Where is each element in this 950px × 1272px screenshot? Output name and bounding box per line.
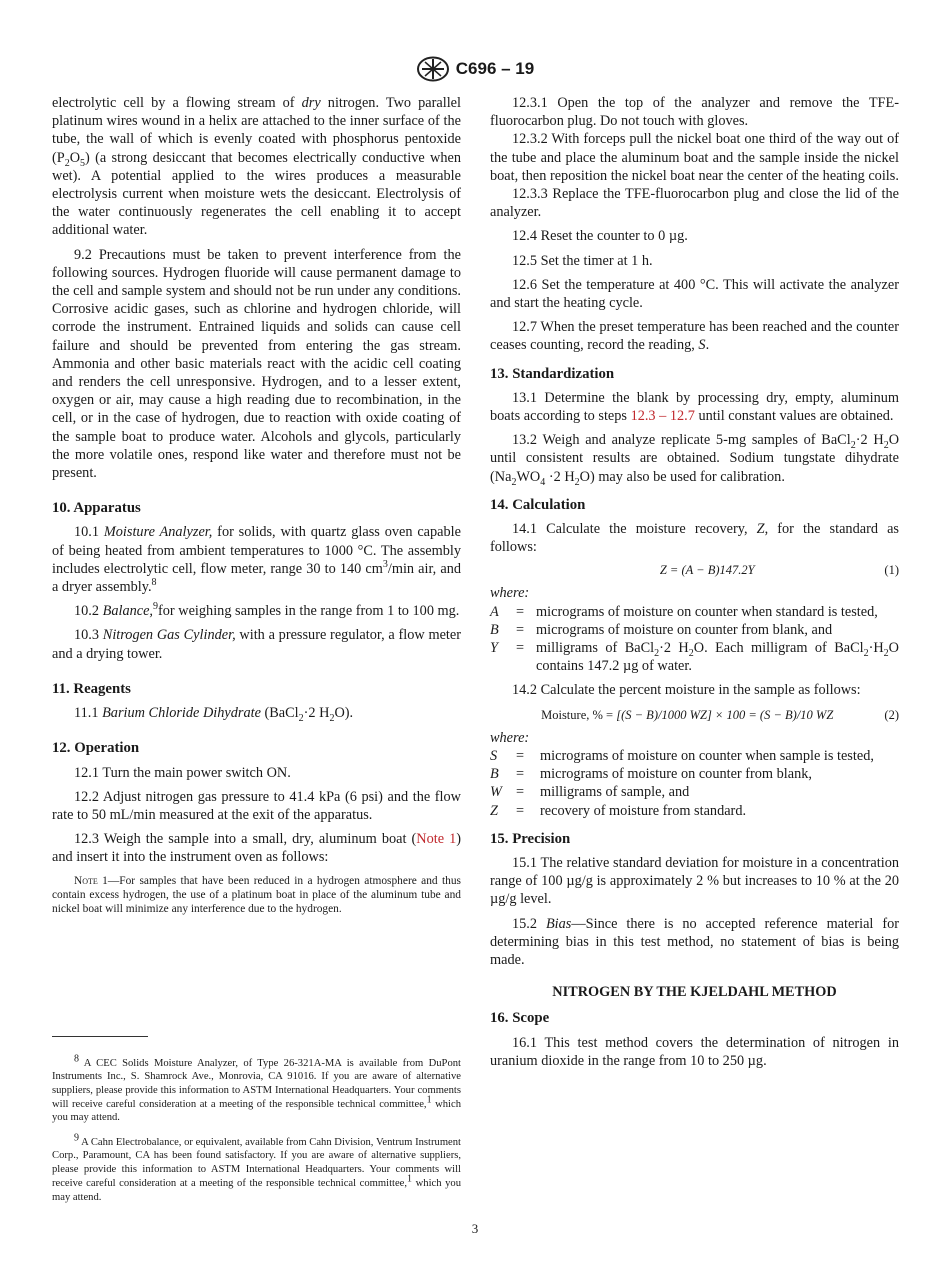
section-heading-calculation: 14. Calculation	[490, 496, 586, 513]
definition-z: Z = recovery of moisture from standard.	[490, 802, 747, 819]
paragraph-13-1: 13.1 Determine the blank by processing dry, empty, aluminum boats according to steps 12.3 – 12.7 until constant values are obtained.	[490, 389, 899, 425]
section-heading-scope: 16. Scope	[490, 1010, 550, 1027]
paragraph-13-2: 13.2 Weigh and analyze replicate 5-mg samples of BaCl$_2$·2 $H_2O$ until consistent results are obtained. Sodium tungstate dihydrate ($Na_2WO_4 \cdot 2$ $H_2O$) may also be used for calibration.	[490, 432, 900, 488]
left-column	[52, 94, 461, 916]
page-header	[0, 56, 950, 82]
where-label-2: where:	[490, 729, 530, 746]
paragraph-9-1-cont: electrolytic cell by a flowing stream of dry nitrogen. Two parallel platinum wires wound in a helix are attached to the inner surface of the tube, the wall of which is evenly coated with phosphorus pentoxide $(P_2O_5)$ (a strong desiccant that becomes electrically conductive when wet). A potential applied to the wires produces a measurable electrolysis current when moisture wets the desiccant. Electrolysis of the water continuously regenerates the cell enabling it to accept additional water.	[52, 95, 461, 239]
paragraph-12-1: 12.1 Turn the main power switch ON.	[74, 764, 291, 781]
paragraph-10-2: 10.2 Balance,$^9$for weighing samples in the range from 1 to 100 mg.	[74, 601, 460, 620]
paragraph-14-2: 14.2 Calculate the percent moisture in the sample as follows:	[512, 682, 861, 699]
definition-w: W = milligrams of sample, and	[490, 784, 690, 801]
equation-1-body: Z = (A − B)147.2Y	[659, 563, 755, 578]
paragraph-12-3: 12.3 Weigh the sample into a small, dry, aluminum boat (Note 1) and insert it into the instrument oven as follows:	[52, 831, 462, 866]
section-heading-reagents: 11. Reagents	[52, 680, 131, 697]
equation-1-number: (1)	[884, 563, 899, 578]
paragraph-14-1: 14.1 Calculate the moisture recovery, Z, for the standard as follows:	[490, 521, 899, 556]
paragraph-10-3: 10.3 Nitrogen Gas Cylinder, with a pressure regulator, a flow meter and a drying tower.	[52, 627, 462, 662]
paragraph-12-4: 12.4 Reset the counter to 0 µg.	[512, 228, 688, 245]
footnote-divider	[52, 1036, 148, 1037]
section-heading-precision: 15. Precision	[490, 830, 571, 847]
equation-1	[490, 561, 899, 579]
footnote-9: $^9$ A Cahn Electrobalance, or equivalent, available from Cahn Division, Ventrum Instrument Corp., Paramount, CA has been found satisfactory. If you are aware of alternative suppliers, please provide this information to ASTM International Headquarters. Your comments will receive careful consideration at a meeting of the responsible technical committee,$^1$ which you may attend.	[52, 1132, 461, 1203]
section-heading-standardization: 13. Standardization	[490, 365, 615, 382]
paragraph-15-2: 15.2 Bias—Since there is no accepted reference material for determining bias in this test method, no statement of bias is being made.	[490, 915, 899, 968]
footnotes	[52, 1046, 461, 1215]
note-1: Note 1—For samples that have been reduced in a hydrogen atmosphere and thus contain excess hydrogen, the use of a platinum boat in place of the aluminum tube and nickel boat will minimize any interference due to the hydrogen.	[52, 874, 461, 915]
paragraph-9-2: 9.2 Precautions must be taken to prevent interference from the following sources. Hydrogen fluoride will cause permanent damage to the cell and sample system and should not be run under any conditions. Corrosive acidic gases, such as chlorine and hydrogen chloride, will corrode the instrument. Entrained liquids and solids can cause cell failure and should be prevented from entering the gas stream. Ammonia and other basic materials react with the acidic cell coating and renders the cell unresponsive. Hydrogen, and to a lesser extent, oxygen or air, may cause a high reading due to recombination, in the cell, or in the case of hydrogen, due to reaction with oxide coating of the sample boat to produce water. Alcohols and glycols, particularly the more volatile ones, respond like water and therefore must not be present.	[52, 246, 461, 482]
definition-a: A = micrograms of moisture on counter when standard is tested,	[490, 603, 878, 620]
definition-s: S = micrograms of moisture on counter when sample is tested,	[490, 747, 874, 764]
equation-2-number: (2)	[884, 707, 899, 722]
note-1-link[interactable]: Note 1	[416, 831, 457, 848]
equation-2	[490, 706, 899, 724]
paragraph-12-3-3: 12.3.3 Replace the TFE-fluorocarbon plug and close the lid of the analyzer.	[490, 186, 899, 221]
where-label-1: where:	[490, 585, 530, 602]
steps-link[interactable]: 12.3 – 12.7	[630, 408, 695, 425]
definition-b2: B = micrograms of moisture on counter from blank,	[490, 766, 812, 783]
paragraph-12-3-1: 12.3.1 Open the top of the analyzer and remove the TFE-fluorocarbon plug. Do not touch with gloves.	[490, 95, 899, 130]
footnote-8: $^8$ A CEC Solids Moisture Analyzer, of Type 26-321A-MA is available from DuPont Instruments Inc., S. Shamrock Ave., Monrovia, CA 91016. If you are aware of alternative suppliers, please provide this information to ASTM International Headquarters. Your comments will receive careful consideration at a meeting of the responsible technical committee,$^1$ which you may attend.	[52, 1053, 461, 1124]
right-column	[490, 94, 899, 1070]
paragraph-12-7: 12.7 When the preset temperature has been reached and the counter ceases counting, record the reading, S.	[490, 319, 899, 354]
page-number: 3	[471, 1221, 479, 1236]
paragraph-15-1: 15.1 The relative standard deviation for moisture in a concentration range of 100 µg/g is approximately 2 % but increases to 10 % at the 20 µg/g level.	[490, 854, 899, 908]
paragraph-12-3-2: 12.3.2 With forceps pull the nickel boat one third of the way out of the tube and place the aluminum boat and the sample inside the nickel boat, then reposition the nickel boat near the center of the heating coils.	[490, 131, 899, 184]
paragraph-12-2: 12.2 Adjust nitrogen gas pressure to 41.4 kPa (6 psi) and the flow rate to 50 mL/min measured at the exit of the apparatus.	[52, 788, 461, 823]
astm-logo-icon	[416, 56, 450, 82]
document-id: C696 – 19	[455, 59, 535, 78]
paragraph-12-6: 12.6 Set the temperature at 400 °C. This will activate the analyzer and start the heating cycle.	[490, 276, 899, 312]
paragraph-12-5: 12.5 Set the timer at 1 h.	[512, 252, 653, 269]
section-heading-operation: 12. Operation	[52, 740, 140, 757]
equation-2-body: Moisture, % = [(S − B)/1000 WZ] × 100 = (S − B)/10 WZ	[541, 707, 834, 722]
definition-y: Y = milligrams of BaCl$_2$·2 $H_2O$. Each milligram of $BaCl_2\cdot H_2O$ contains 147.2 µg of water.	[490, 640, 899, 675]
section-heading-apparatus: 10. Apparatus	[52, 500, 141, 517]
paragraph-11-1: 11.1 Barium Chloride Dihydrate (BaCl$_2$·2 $H_2O$).	[74, 705, 354, 724]
definition-b: B = micrograms of moisture on counter from blank, and	[490, 621, 833, 638]
method-title: NITROGEN BY THE KJELDAHL METHOD	[552, 984, 837, 1001]
paragraph-10-1: 10.1 Moisture Analyzer, for solids, with quartz glass oven capable of being heated from ambient temperatures to 1000 °C. The assembly includes electrolytic cell, flow meter, range 30 to 140 $cm^3/\min$ air, and a dryer assembly.$^8$	[52, 524, 461, 596]
paragraph-16-1: 16.1 This test method covers the determination of nitrogen in uranium dioxide in the range from 10 to 250 µg.	[490, 1034, 899, 1069]
